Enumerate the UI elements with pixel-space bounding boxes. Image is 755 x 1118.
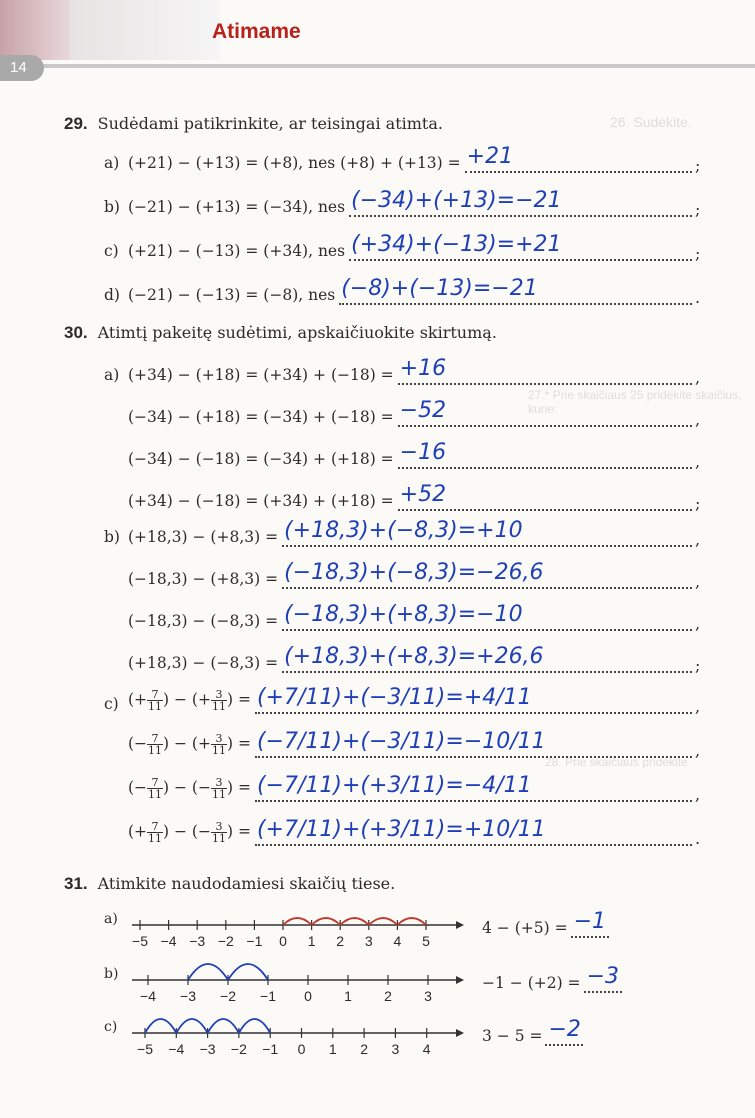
item-label: a) [104,366,120,384]
line-end-punctuation: , [695,614,701,633]
number-line-tick-label: −1 [262,1041,279,1057]
exercise-number: 31. [64,874,88,893]
item-label: c) [104,242,119,260]
header-illustration [70,0,220,60]
expression-text: (−34) − (−18) = (−34) + (+18) = [128,450,394,468]
page-number: 14 [0,55,44,81]
expression-text: (+18,3) − (+8,3) = [128,528,279,546]
expression-text: (−34) − (+18) = (−34) + (−18) = [128,408,394,426]
exercise-30-heading [64,323,497,343]
exercise-title: Atimtį pakeitę sudėtimi, apskaičiuokite skirtumą. [97,323,497,342]
line-end-punctuation: , [695,785,701,804]
answer-dotted-line [255,756,692,758]
expression-text: (+34) − (+18) = (+34) + (−18) = [128,366,394,384]
number-line-tick-label: 3 [391,1041,400,1057]
handwritten-answer: (+18,3)+(−8,3)=+10 [284,518,523,543]
handwritten-answer: (−7/11)+(+3/11)=−4/11 [256,773,532,798]
line-end-punctuation: . [695,829,701,848]
handdrawn-jump-arc [340,918,369,925]
number-line-tick-label: 4 [393,933,402,949]
line-end-punctuation: , [695,572,701,591]
number-line-label: a) [104,911,118,927]
answer-dotted-line [398,425,692,427]
handwritten-answer: −2 [548,1017,581,1042]
handwritten-answer: +52 [399,482,447,507]
handwritten-answer: (+18,3)+(+8,3)=+26,6 [284,644,544,669]
number-line-tick-label: 2 [360,1041,368,1057]
item-label: b) [104,528,120,546]
item-label: d) [104,286,120,304]
bleedthrough-text: 27.* Prie skaičiaus 25 pridėkite skaičius, kurie: [528,388,742,416]
answer-dotted-line [282,629,692,631]
handwritten-answer: (+34)+(−13)=+21 [351,232,562,257]
number-line-label: c) [104,1019,118,1035]
page-header [0,0,755,95]
handwritten-answer: −16 [399,440,447,465]
expression-text: (+21) − (+13) = (+8), nes (+8) + (+13) = [128,154,461,172]
line-end-punctuation: , [695,410,701,429]
number-line-expression: 3 − 5 = [482,1027,543,1045]
number-line-tick-label: −3 [189,933,206,949]
handwritten-answer: (−7/11)+(−3/11)=−10/11 [256,729,546,754]
handwritten-answer: (−34)+(+13)=−21 [351,188,562,213]
expression-text: (+18,3) − (−8,3) = [128,654,279,672]
line-end-punctuation: ; [695,244,701,263]
exercise-title: Atimkite naudodamiesi skaičių tiese. [97,874,396,893]
handwritten-answer: (+7/11)+(−3/11)=+4/11 [256,685,532,710]
handdrawn-jump-arc [228,964,268,980]
line-end-punctuation: ; [695,156,701,175]
answer-dotted-line [282,587,692,589]
line-end-punctuation: ; [695,494,701,513]
item-label: b) [104,198,120,216]
number-line-tick-label: −5 [132,933,148,949]
handwritten-answer: −1 [573,909,606,934]
number-line-tick-label: −4 [160,933,177,949]
handwritten-answer: (−8)+(−13)=−21 [341,276,538,301]
handwritten-answer: −52 [399,398,447,423]
number-line-arrow [456,921,464,929]
answer-dotted-line [398,467,692,469]
handwritten-answer: (+7/11)+(+3/11)=+10/11 [256,817,546,842]
number-line-tick-label: −2 [217,933,234,949]
handwritten-answer: (−18,3)+(−8,3)=−26,6 [284,560,544,585]
handdrawn-jump-arc [239,1019,270,1033]
handdrawn-jump-arc [369,918,398,925]
answer-dotted-line [349,259,692,261]
section-title: Atimame [212,20,301,43]
answer-dotted-line [255,712,692,714]
number-line-tick-label: 1 [307,933,316,949]
number-line-expression: −1 − (+2) = [482,974,581,992]
handdrawn-jump-arc [312,918,341,925]
number-line-tick-label: −5 [137,1041,153,1057]
fraction-expression: (+ $\frac{7}{11}$ ) − (− $\frac{3}{11}$ ) = [128,820,251,845]
number-line-tick-label: −2 [230,1041,247,1057]
number-line-tick-label: −1 [246,933,263,949]
expression-text: (+34) − (−18) = (+34) + (+18) = [128,492,394,510]
expression-text: (+21) − (−13) = (+34), nes [128,242,346,260]
handwritten-answer: +21 [466,144,514,169]
exercise-number: 30. [64,323,88,342]
answer-dotted-line [584,991,622,993]
exercise-29-heading [64,114,443,134]
number-line-tick-label: 2 [336,933,345,949]
line-end-punctuation: , [695,530,701,549]
item-label: a) [104,154,120,172]
expression-text: (−21) − (−13) = (−8), nes [128,286,336,304]
exercise-number: 29. [64,114,88,133]
handwritten-answer: +16 [399,356,447,381]
handdrawn-jump-arc [176,1019,207,1033]
answer-dotted-line [339,303,692,305]
fraction-expression: (+ $\frac{7}{11}$ ) − (+ $\frac{3}{11}$ ) = [128,688,251,713]
handdrawn-jump-arc [397,918,426,925]
number-line-tick-label: 2 [384,988,392,1004]
header-color-band [0,0,70,60]
number-line-tick-label: −3 [199,1041,216,1057]
number-line-tick-label: 3 [424,988,432,1004]
number-line-tick-label: 0 [304,988,312,1004]
answer-dotted-line [398,383,692,385]
answer-dotted-line [255,800,692,802]
fraction-expression: (− $\frac{7}{11}$ ) − (− $\frac{3}{11}$ ) = [128,776,251,801]
handwritten-answer: (−18,3)+(+8,3)=−10 [284,602,523,627]
number-line-arrow [456,1029,464,1037]
handwritten-answer: −3 [586,964,619,989]
exercise-31-heading [64,874,395,894]
answer-dotted-line [282,671,692,673]
number-line-expression: 4 − (+5) = [482,919,568,937]
exercise-title: Sudėdami patikrinkite, ar teisingai atimta. [97,114,443,133]
number-line-tick-label: −4 [140,988,156,1004]
answer-dotted-line [571,936,609,938]
number-line-tick-label: −1 [260,988,276,1004]
answer-dotted-line [349,215,692,217]
header-rule [0,64,755,68]
number-line-tick-label: −4 [168,1041,185,1057]
answer-dotted-line [545,1044,583,1046]
handdrawn-jump-arc [145,1019,176,1033]
line-end-punctuation: . [695,288,701,307]
number-line-tick-label: 3 [364,933,373,949]
number-line-tick-label: −2 [220,988,236,1004]
answer-dotted-line [465,171,692,173]
bleedthrough-text: 28. Prie skaičiaus pridėkite [545,755,688,769]
number-line-label: b) [104,966,119,982]
handdrawn-jump-arc [283,918,312,925]
answer-dotted-line [255,844,692,846]
number-line-tick-label: 4 [422,1041,431,1057]
number-line-tick-label: 0 [279,933,287,949]
number-line-arrow [456,976,464,984]
line-end-punctuation: ; [695,656,701,675]
handdrawn-jump-arc [208,1019,239,1033]
expression-text: (−21) − (+13) = (−34), nes [128,198,346,216]
answer-dotted-line [398,509,692,511]
line-end-punctuation: ; [695,200,701,219]
bleedthrough-text: 26. Sudėkite. [610,114,692,130]
line-end-punctuation: , [695,741,701,760]
number-line-tick-label: 1 [344,988,352,1004]
number-line-tick-label: −3 [180,988,196,1004]
expression-text: (−18,3) − (+8,3) = [128,570,279,588]
number-line-tick-label: 0 [297,1041,306,1057]
item-label: c) [104,695,119,713]
number-line-tick-label: 1 [328,1041,337,1057]
answer-dotted-line [282,545,692,547]
line-end-punctuation: , [695,697,701,716]
line-end-punctuation: , [695,368,701,387]
line-end-punctuation: , [695,452,701,471]
number-line-tick-label: 5 [422,933,430,949]
fraction-expression: (− $\frac{7}{11}$ ) − (+ $\frac{3}{11}$ ) = [128,732,251,757]
handdrawn-jump-arc [188,964,228,980]
expression-text: (−18,3) − (−8,3) = [128,612,279,630]
